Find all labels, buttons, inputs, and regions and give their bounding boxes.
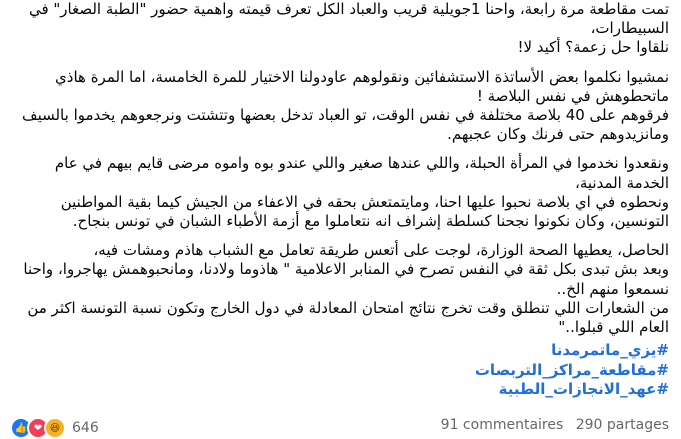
post-paragraph-9: من الشعارات اللي تنطلق وقت تخرج نتائج امتحان المعادلة في دول الخارج وتكون نسبة التونسة اكثر من العام اللي قبلوا.." bbox=[27, 298, 669, 337]
post-paragraph-2: نلقاوا حل زعمة؟ أكيد لا! bbox=[517, 38, 669, 57]
hashtag-link[interactable]: #يزي_ماتمرمدنا bbox=[551, 341, 669, 360]
post-paragraph-8: وبعد بش تبدى بكل ثقة في النفس تصرح في المنابر الاعلامية " هاذوما ولادنا، ومانحبوهمش يهاجروا، واحنا نسمعوا منهم الخ.. bbox=[23, 260, 669, 298]
post-footer bbox=[0, 417, 681, 437]
shares-count-link[interactable]: 290 partages bbox=[575, 417, 669, 433]
love-reaction-icon: ❤ bbox=[27, 417, 49, 439]
post-stats bbox=[433, 417, 669, 433]
hashtag-link[interactable]: #مقاطعة_مراكز_التربصات bbox=[474, 360, 669, 379]
post-paragraph-7: الحاصل، يعطيها الصحة الوزارة، لوجت على أتعس طريقة تعامل مع الشباب هاذم ومشات فيه، bbox=[93, 241, 669, 260]
post-paragraph-1: تمت مقاطعة مرة رابعة، واحنا 1جويلية قريب والعباد الكل تعرف قيمته واهمية حضور "الطبة الصغار" في السبيطارات، bbox=[28, 0, 669, 38]
hashtag-link[interactable]: #عهد_الانجازات_الطبية bbox=[498, 380, 669, 399]
reactions-summary[interactable] bbox=[10, 417, 99, 439]
post-paragraph-6: ونحطوه في اي بلاصة نحبوا عليها احنا، ومايتمتعش بحقه في الاعفاء من الجيش كيما بقية المواطنين التونسين، وكان نكونوا نجحنا كسلطة إشراف انه نتعاملوا مع أزمة الأطباء الشبان في تونس بنجاح. bbox=[60, 192, 669, 231]
haha-reaction-icon: 😆 bbox=[44, 417, 66, 439]
like-reaction-icon: 👍 bbox=[10, 417, 32, 439]
reaction-count: 646 bbox=[72, 420, 99, 436]
hashtag-list bbox=[14, 341, 669, 400]
post-paragraph-4: فرقوهم على 40 بلاصة مختلفة في نفس الوقت، تو العباد تدخل بعضها وتتشتت ونرجعوهم يخدموا بالسيف ومانزيدوهم حتى فرنك وكان عجبهم. bbox=[22, 106, 669, 144]
comments-count-link[interactable]: 91 commentaires bbox=[440, 417, 564, 433]
post-paragraph-3: نمشيوا نكلموا بعض الأساتذة الاستشفائين ونقولوهم عاودولنا الاختيار للمرة الخامسة، اما المرة هاذي ماتحطوهش في نفس البلاصة ! bbox=[55, 67, 669, 105]
post-paragraph-5: ونقعدوا نخدموا في المرأة الحبلة، واللي عندها صغير واللي عندو بوه واموه مرضى قايم بيهم في عام الخدمة المدنية، bbox=[54, 154, 669, 192]
